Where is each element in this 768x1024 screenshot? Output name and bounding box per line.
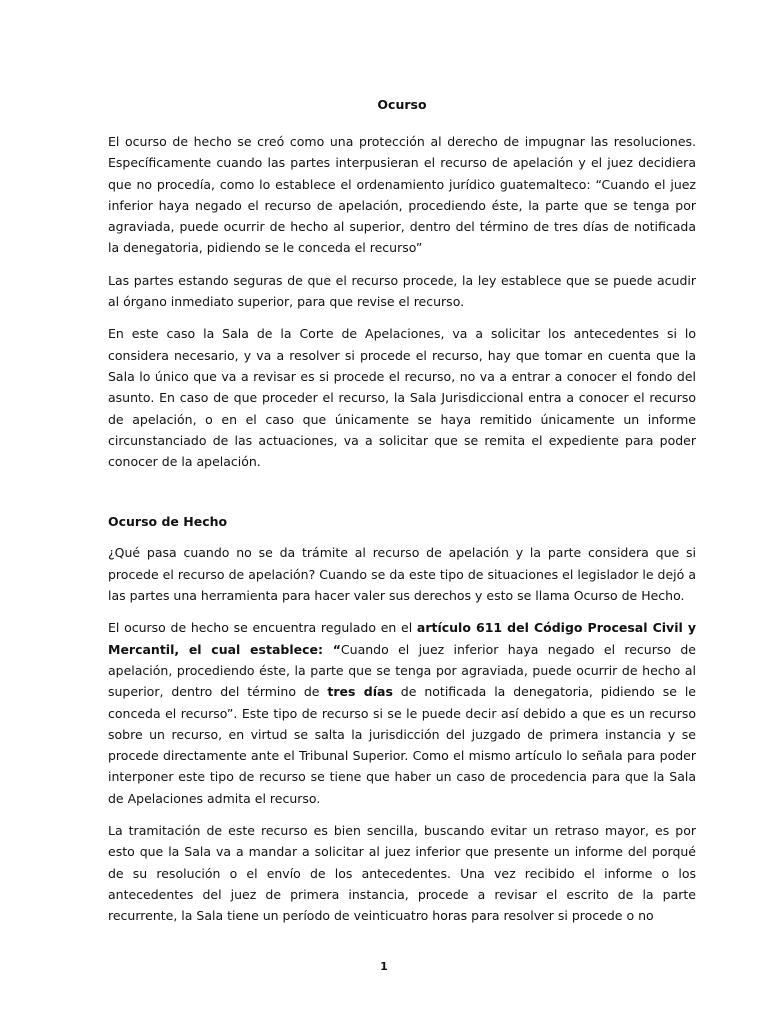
paragraph: En este caso la Sala de la Corte de Apelaciones, va a solicitar los antecedentes si lo considera necesario, y va a resolver si procede el recurso, hay que tomar en cuenta que la Sala lo único que va a revisar es si procede el recurso, no va a entrar a conocer el fondo del asunto. En caso de que proceder el recurso, la Sala Jurisdiccional entra a conocer el recurso de apelación, o en el caso que únicamente se haya remitido únicamente un informe circunstanciado de las actuaciones, va a solicitar que se remita el expediente para poder conocer de la apelación.	[108, 326, 696, 470]
paragraph-text: Cuando el juez inferior haya negado el recurso de apelación, procediendo éste, la parte que se tenga por agraviada, puede ocurrir de hecho al superior, dentro del término de	[108, 641, 696, 700]
section-heading: Ocurso de Hecho	[108, 514, 228, 530]
paragraph-text: de notificada la denegatoria, pidiendo se le conceda el recurso”. Este tipo de recurso si se le puede decir así debido a que es un recurso sobre un recurso, en virtud se salta la jurisdicción del juzgado de primera instancia y se procede directamente ante el Tribunal Superior. Como el mismo artículo lo señala para poder interponer este tipo de recurso se tiene que haber un caso de procedencia para que la Sala de Apelaciones admita el recurso.	[108, 684, 696, 806]
paragraph: El ocurso de hecho se creó como una protección al derecho de impugnar las resoluciones. Específicamente cuando las partes interpusieran el recurso de apelación y el juez decidiera que no procedía, como lo establece el ordenamiento jurídico guatemalteco: “Cuando el juez inferior haya negado el recurso de apelación, procediendo éste, la parte que se tenga por agraviada, puede ocurrir de hecho al superior, dentro del término de tres días de notificada la denegatoria, pidiendo se le conceda el recurso”	[108, 134, 696, 256]
section-spacer	[108, 483, 696, 513]
paragraph-text: El ocurso de hecho se encuentra regulado en el	[108, 620, 417, 636]
article-reference: artículo 611 del Código Procesal Civil y Mercantil, el cual establece: “	[108, 620, 696, 657]
paragraph: Las partes estando seguras de que el recurso procede, la ley establece que se puede acudir al órgano inmediato superior, para que revise el recurso.	[108, 272, 696, 310]
paragraph-article-611	[108, 617, 696, 809]
paragraph: ¿Qué pasa cuando no se da trámite al recurso de apelación y la parte considera que si procede el recurso de apelación? Cuando se da este tipo de situaciones el legislador le dejó a las partes una herramienta para hacer valer sus derechos y esto se llama Ocurso de Hecho.	[108, 545, 696, 604]
paragraph: La tramitación de este recurso es bien sencilla, buscando evitar un retraso mayor, es por esto que la Sala va a mandar a solicitar al juez inferior que presente un informe del porqué de su resolución o el envío de los antecedentes. Una vez recibido el informe o los antecedentes del juez de primera instancia, procede a revisar el escrito de la parte recurrente, la Sala tiene un período de veinticuatro horas para resolver si procede o no	[108, 823, 696, 924]
page-number: 1	[380, 960, 388, 973]
document-title: Ocurso	[377, 97, 427, 112]
term-emphasis: tres días	[327, 684, 393, 700]
